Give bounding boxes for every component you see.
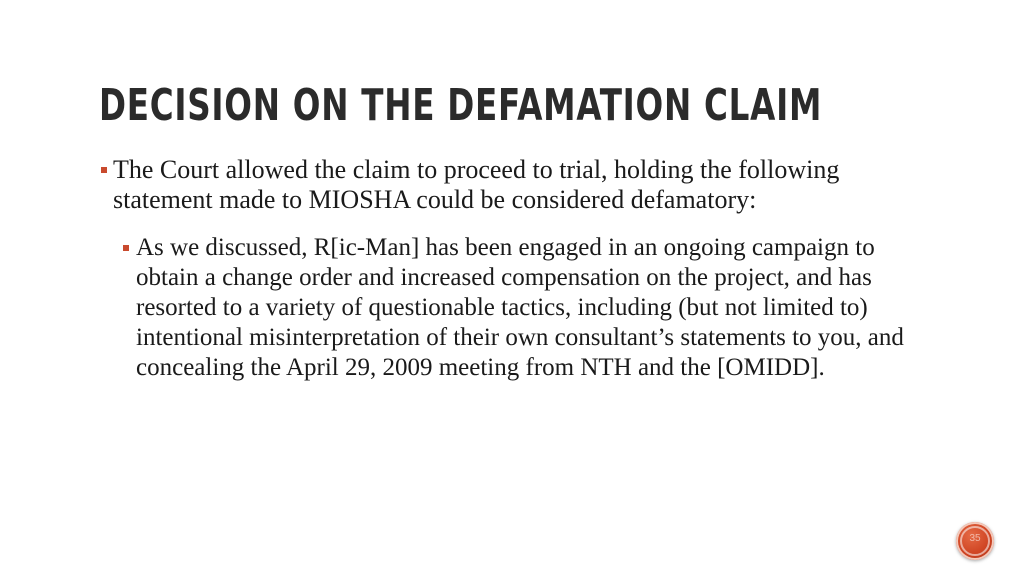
sub-bullet-text: As we discussed, R[ic-Man] has been engaged in an ongoing campaign to obtain a change order and increased compensation on the project, and has resorted to a variety of questionable tactics, including (but not limited to) intentional misinterpretation of their own consultant’s statements to you, and concealing the April 29, 2009 meeting from NTH and the [OMIDD]. xyxy=(136,234,904,381)
slide-number-badge xyxy=(956,522,994,560)
slide-body xyxy=(99,155,929,383)
square-bullet-icon xyxy=(101,167,107,173)
slide-title: DECISION ON THE DEFAMATION CLAIM xyxy=(99,80,823,131)
slide-number: 35 xyxy=(969,533,981,544)
bullet-text: The Court allowed the claim to proceed to trial, holding the following statement made to MIOSHA could be considered defamatory: xyxy=(113,155,840,214)
sub-bullet-item xyxy=(121,233,929,383)
square-bullet-icon xyxy=(123,245,129,251)
bullet-item xyxy=(99,155,929,215)
